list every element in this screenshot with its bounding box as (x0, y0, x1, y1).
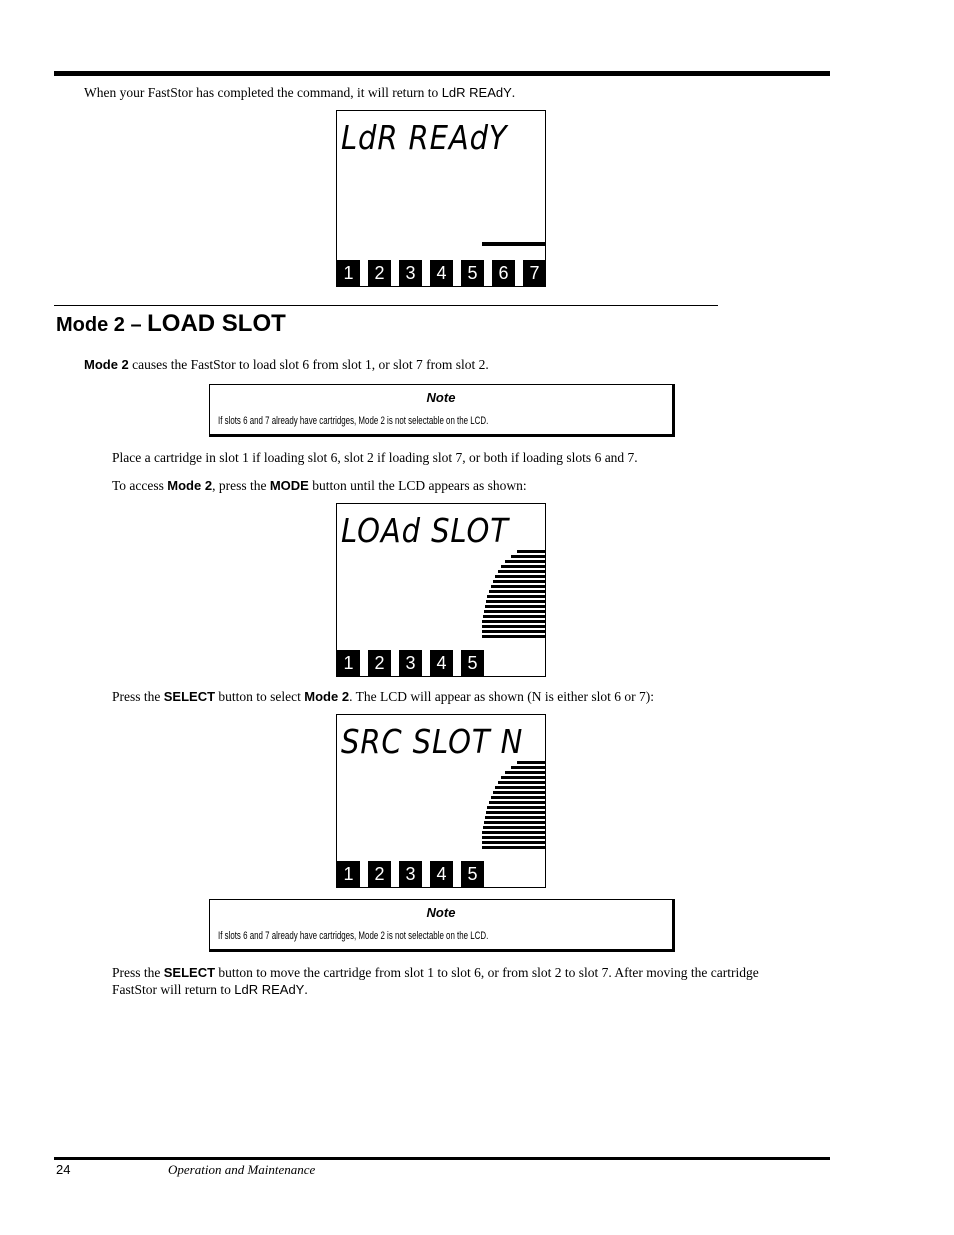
slot-indicator: 5 (461, 861, 484, 887)
paragraph-access-mode (112, 477, 527, 494)
slot-indicator: 2 (368, 861, 391, 887)
paragraph-text: button to select (215, 689, 305, 704)
note-text: If slots 6 and 7 already have cartridges, Mode 2 is not selectable on the LCD. (218, 415, 489, 427)
lcd-bar (487, 806, 545, 809)
lcd-bar (486, 600, 545, 603)
lcd-bargraph (482, 550, 545, 640)
note-title: Note (426, 905, 456, 920)
lcd-title: LOAd SLOT (341, 511, 509, 550)
lcd-bar (482, 630, 545, 633)
paragraph-move-cartridge (112, 964, 759, 981)
slot-indicator: 1 (337, 650, 360, 676)
lcd-bar (482, 841, 545, 844)
lcd-bar (505, 560, 545, 563)
lcd-bargraph (482, 242, 545, 248)
bold-term: MODE (269, 478, 309, 493)
bold-term: Mode 2 (167, 478, 213, 493)
lcd-slot-indicators (337, 861, 492, 887)
slot-indicator: 7 (523, 260, 546, 286)
lcd-bar (495, 786, 545, 789)
lcd-bar (482, 242, 545, 246)
paragraph-text: Press the (112, 965, 164, 980)
lcd-title: SRC SLOT N (341, 722, 524, 761)
intro-code: LdR REAdY (441, 85, 512, 100)
slot-indicator: 3 (399, 260, 422, 286)
lcd-display-load-slot (336, 503, 546, 677)
top-rule (54, 71, 830, 76)
lcd-title: LdR REAdY (341, 118, 508, 157)
paragraph-text: , press the (212, 478, 270, 493)
lcd-bar (482, 836, 545, 839)
lcd-bargraph (482, 761, 545, 851)
slot-indicator: 5 (461, 260, 484, 286)
paragraph-select-mode (112, 688, 654, 705)
footer-title: Operation and Maintenance (168, 1162, 316, 1177)
lcd-bar (511, 766, 545, 769)
paragraph-move-cartridge-line2 (112, 981, 308, 998)
lcd-bar (498, 781, 545, 784)
intro-end: . (511, 85, 516, 100)
slot-indicator: 3 (399, 650, 422, 676)
lcd-bar (486, 811, 545, 814)
paragraph-text: . The LCD will appear as shown (N is either slot 6 or 7): (349, 689, 655, 704)
lcd-bar (498, 570, 545, 573)
lcd-bar (484, 610, 545, 613)
slot-indicator: 4 (430, 861, 453, 887)
bold-term: Mode 2 (304, 689, 350, 704)
lcd-bar (482, 831, 545, 834)
paragraph-text: Press the (112, 689, 164, 704)
lcd-bar (482, 620, 545, 623)
lcd-bar (489, 801, 545, 804)
paragraph-text: . (304, 982, 308, 997)
lcd-display-ready (336, 110, 546, 287)
slot-indicator: 4 (430, 260, 453, 286)
lcd-bar (495, 575, 545, 578)
slot-indicator: 2 (368, 650, 391, 676)
note-box (209, 384, 675, 437)
paragraph-text: causes the FastStor to load slot 6 from slot 1, or slot 7 from slot 2. (128, 357, 489, 372)
lcd-bar (482, 635, 545, 638)
slot-indicator: 5 (461, 650, 484, 676)
lcd-bar (485, 816, 545, 819)
slot-indicator: 6 (492, 260, 515, 286)
paragraph-place-cartridge: Place a cartridge in slot 1 if loading slot 6, slot 2 if loading slot 7, or both if loading slots 6 and 7. (112, 450, 638, 465)
footer-rule (54, 1157, 830, 1160)
lcd-bar (484, 821, 545, 824)
lcd-code: LdR REAdY (234, 982, 305, 997)
intro-text: When your FastStor has completed the command, it will return to (84, 85, 442, 100)
lcd-bar (483, 615, 545, 618)
lcd-bar (482, 846, 545, 849)
lcd-bar (493, 791, 545, 794)
lcd-bar (517, 761, 545, 764)
heading-prefix: Mode 2 – (56, 314, 148, 336)
lcd-bar (517, 550, 545, 553)
section-rule (54, 305, 718, 306)
slot-indicator: 1 (337, 260, 360, 286)
note-title: Note (426, 390, 456, 405)
lcd-bar (491, 585, 545, 588)
lcd-bar (489, 590, 545, 593)
lcd-display-src-slot (336, 714, 546, 888)
bold-term: SELECT (163, 689, 216, 704)
heading-title: LOAD SLOT (147, 310, 286, 337)
bold-term: SELECT (163, 965, 216, 980)
paragraph-text: To access (112, 478, 168, 493)
paragraph-text: button to move the cartridge from slot 1 to slot 6, or from slot 2 to slot 7. After moving the cartridge (215, 965, 759, 980)
slot-indicator: 2 (368, 260, 391, 286)
lcd-bar (482, 625, 545, 628)
page-number: 24 (56, 1162, 71, 1177)
note-text: If slots 6 and 7 already have cartridges, Mode 2 is not selectable on the LCD. (218, 930, 489, 942)
lcd-bar (485, 605, 545, 608)
paragraph-text: FastStor will return to (112, 982, 235, 997)
lcd-bar (501, 565, 545, 568)
lcd-slot-indicators (337, 650, 492, 676)
slot-indicator: 3 (399, 861, 422, 887)
lcd-bar (511, 555, 545, 558)
note-box (209, 899, 675, 952)
bold-term: Mode 2 (84, 357, 129, 372)
section-heading (56, 310, 286, 338)
lcd-bar (501, 776, 545, 779)
intro-paragraph (84, 84, 515, 101)
paragraph-mode2-description (84, 356, 489, 373)
slot-indicator: 1 (337, 861, 360, 887)
slot-indicator: 4 (430, 650, 453, 676)
lcd-bar (493, 580, 545, 583)
lcd-bar (483, 826, 545, 829)
lcd-slot-indicators (337, 260, 546, 286)
lcd-bar (505, 771, 545, 774)
lcd-bar (487, 595, 545, 598)
paragraph-text: button until the LCD appears as shown: (308, 478, 527, 493)
lcd-bar (491, 796, 545, 799)
